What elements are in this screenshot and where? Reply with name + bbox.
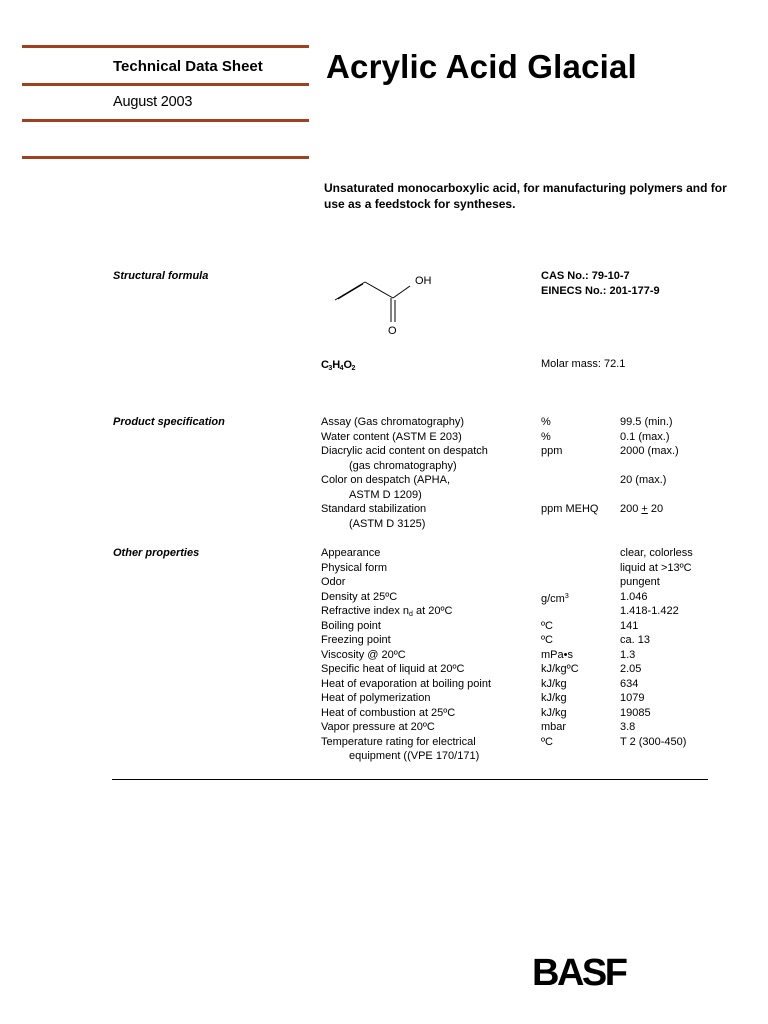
table-row-continuation (0, 488, 768, 503)
basf-logo: BASF (532, 952, 626, 994)
table-row-continuation (0, 459, 768, 474)
property-name: Vapor pressure at 20ºC (321, 721, 435, 733)
property-name-continuation: (gas chromatography) (349, 459, 457, 472)
property-unit: ppm MEHQ (541, 503, 599, 515)
property-name: Heat of combustion at 25ºC (321, 706, 456, 719)
header-rule-top (22, 45, 309, 48)
property-value: 0.1 (max.) (620, 430, 670, 443)
property-value: 141 (620, 619, 639, 632)
property-value: 3.8 (620, 721, 636, 733)
property-value: 20 (max.) (620, 474, 667, 486)
hydroxyl-label: OH (415, 275, 432, 287)
property-name: Heat of evaporation at boiling point (321, 677, 492, 690)
table-row (0, 444, 768, 459)
property-name: Boiling point (321, 619, 381, 632)
property-name: Density at 25ºC (321, 590, 398, 603)
property-name-continuation: ASTM D 1209) (349, 488, 422, 501)
table-row (0, 735, 768, 750)
table-row (0, 706, 768, 721)
property-unit: ºC (541, 619, 553, 632)
property-name: Odor (321, 576, 346, 588)
document-type: Technical Data Sheet (113, 58, 263, 75)
table-row (0, 691, 768, 706)
table-row (0, 590, 768, 605)
property-name: Appearance (321, 547, 381, 559)
product-description: Unsaturated monocarboxylic acid, for manufacturing polymers and for use as a feedstock for syntheses. (324, 181, 727, 211)
table-row (0, 415, 768, 430)
property-value: 1.3 (620, 648, 636, 661)
property-unit: % (541, 430, 551, 443)
structural-formula-diagram (330, 268, 450, 340)
property-name: Diacrylic acid content on despatch (321, 445, 488, 457)
property-unit: kJ/kgºC (541, 663, 579, 675)
cas-number: CAS No.: 79-10-7 (541, 270, 630, 282)
property-unit: ºC (541, 735, 553, 748)
property-name: Refractive index $n_d$ at 20ºC (321, 605, 453, 618)
table-row (0, 430, 768, 445)
property-value: 1.418-1.422 (620, 605, 679, 617)
header-rule-3 (22, 119, 309, 122)
property-unit: kJ/kg (541, 692, 567, 704)
table-row (0, 662, 768, 677)
property-name: Water content (ASTM E 203) (321, 430, 462, 443)
property-name-continuation: (ASTM D 3125) (349, 517, 426, 530)
property-unit: mPa•s (541, 648, 573, 661)
table-row (0, 561, 768, 576)
property-value: 99.5 (min.) (620, 416, 673, 428)
property-unit: kJ/kg (541, 677, 567, 690)
property-name: Specific heat of liquid at 20ºC (321, 663, 465, 675)
property-unit: mbar (541, 721, 567, 733)
header-rule-2 (22, 83, 309, 86)
property-value: 1079 (620, 692, 645, 704)
property-value: 200 + 20 (620, 503, 664, 515)
property-unit: ppm (541, 445, 563, 457)
property-value: 19085 (620, 706, 651, 719)
property-name: Assay (Gas chromatography) (321, 416, 465, 428)
property-value: liquid at >13ºC (620, 561, 692, 574)
property-value: ca. 13 (620, 634, 650, 646)
property-value: clear, colorless (620, 547, 693, 559)
table-row (0, 619, 768, 634)
property-value: T 2 (300-450) (620, 735, 687, 748)
property-value: 2000 (max.) (620, 445, 679, 457)
property-value: pungent (620, 576, 660, 588)
table-row (0, 604, 768, 619)
table-row (0, 633, 768, 648)
property-name: Viscosity @ 20ºC (321, 648, 406, 661)
section-label-product-specification: Product specification (113, 416, 225, 428)
molecular-formula: $C_3H_4O_2$ (321, 359, 356, 372)
property-value: 1.046 (620, 590, 648, 603)
section-label-structural-formula: Structural formula (113, 270, 209, 282)
table-row (0, 546, 768, 561)
table-row (0, 677, 768, 692)
property-name: Physical form (321, 561, 388, 574)
einecs-number: EINECS No.: 201-177-9 (541, 285, 660, 297)
document-date: August 2003 (113, 94, 193, 110)
table-row (0, 502, 768, 517)
property-value: 634 (620, 677, 639, 690)
molar-mass: Molar mass: 72.1 (541, 358, 626, 370)
property-name: Freezing point (321, 634, 391, 646)
property-name: Color on despatch (APHA, (321, 474, 451, 486)
property-unit: kJ/kg (541, 706, 567, 719)
table-bottom-rule (112, 779, 708, 780)
property-unit: $g/cm^3$ (541, 592, 569, 605)
section-label-other-properties: Other properties (113, 547, 200, 559)
table-row (0, 575, 768, 590)
table-row (0, 720, 768, 735)
table-row (0, 648, 768, 663)
property-name: Standard stabilization (321, 503, 427, 515)
table-row-continuation (0, 517, 768, 532)
page-title: Acrylic Acid Glacial (326, 48, 637, 85)
property-name-continuation: equipment ((VPE 170/171) (349, 750, 480, 762)
header-rule-4 (22, 156, 309, 159)
property-unit: % (541, 416, 551, 428)
property-value: 2.05 (620, 663, 642, 675)
table-row-continuation (0, 749, 768, 764)
property-name: Heat of polymerization (321, 692, 431, 704)
table-row (0, 473, 768, 488)
property-unit: ºC (541, 634, 553, 646)
property-name: Temperature rating for electrical (321, 735, 476, 748)
carbonyl-oxygen-label: O (388, 325, 397, 337)
